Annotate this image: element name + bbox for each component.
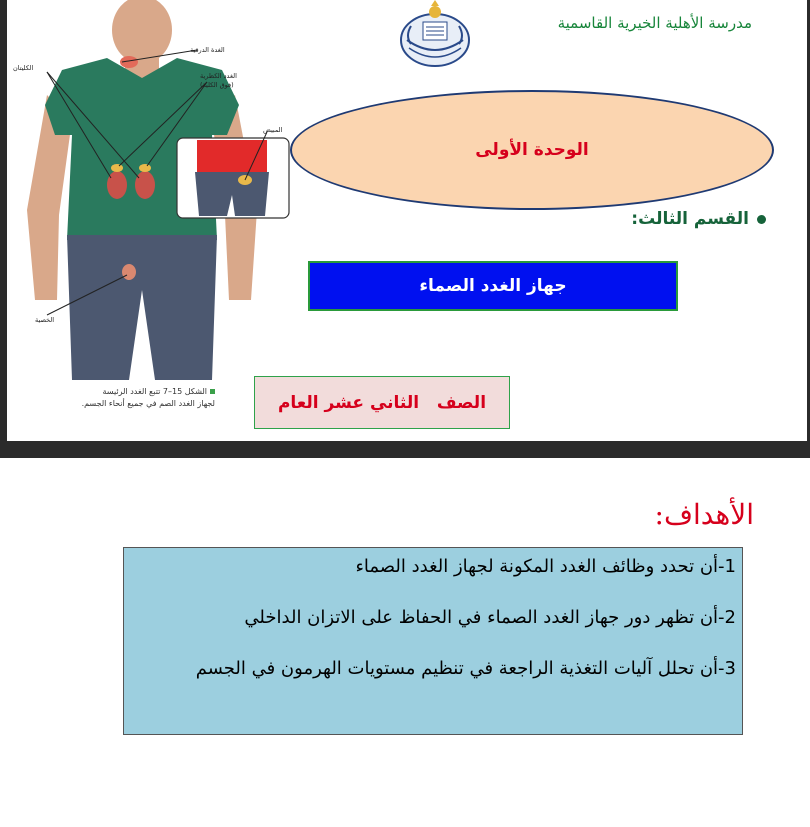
grade-box [254, 376, 510, 429]
figure-caption [55, 386, 215, 410]
caption-line-2: لجهاز الغدد الصم في جميع أنحاء الجسم. [81, 399, 215, 408]
topic-title: جهاز الغدد الصماء [419, 276, 567, 296]
caption-line-1: الشكل 15–7 تتبع الغدد الرئيسة [102, 387, 207, 396]
objectives-slide [0, 458, 810, 827]
label-adrenal-sub: (فوق الكلية) [200, 81, 234, 89]
label-kidneys: الكليتان [13, 64, 34, 72]
section-label: القسم الثالث: [631, 209, 749, 229]
body-figure-image [7, 0, 307, 441]
label-testis: الخصية [35, 316, 55, 324]
title-slide [7, 0, 807, 441]
unit-title: الوحدة الأولى [475, 140, 589, 160]
school-name: مدرسة الأهلية الخيرية القاسمية [557, 14, 752, 32]
bullet-icon [757, 215, 766, 224]
label-adrenal: الغدد الكظرية [200, 72, 237, 80]
endocrine-illustration [7, 0, 307, 441]
school-logo [397, 0, 473, 72]
goal-item: 3-أن تحلل آليات التغذية الراجعة في تنظيم مستويات الهرمون في الجسم [195, 658, 736, 679]
unit-oval [290, 90, 774, 210]
grade-label: الصف الثاني عشر العام [277, 392, 487, 413]
goal-item: 2-أن تظهر دور جهاز الغدد الصماء في الحفاظ على الاتزان الداخلي [244, 607, 736, 628]
caption-marker-icon [210, 389, 215, 394]
label-thyroid: الغدة الدرقية [190, 46, 225, 54]
topic-box [308, 261, 678, 311]
goals-box [123, 547, 743, 735]
goal-item: 1-أن تحدد وظائف الغدد المكونة لجهاز الغدد الصماء [355, 556, 736, 577]
label-ovary: المبيض [263, 126, 283, 134]
goals-title: الأهداف: [654, 498, 754, 531]
section-heading [631, 209, 766, 229]
